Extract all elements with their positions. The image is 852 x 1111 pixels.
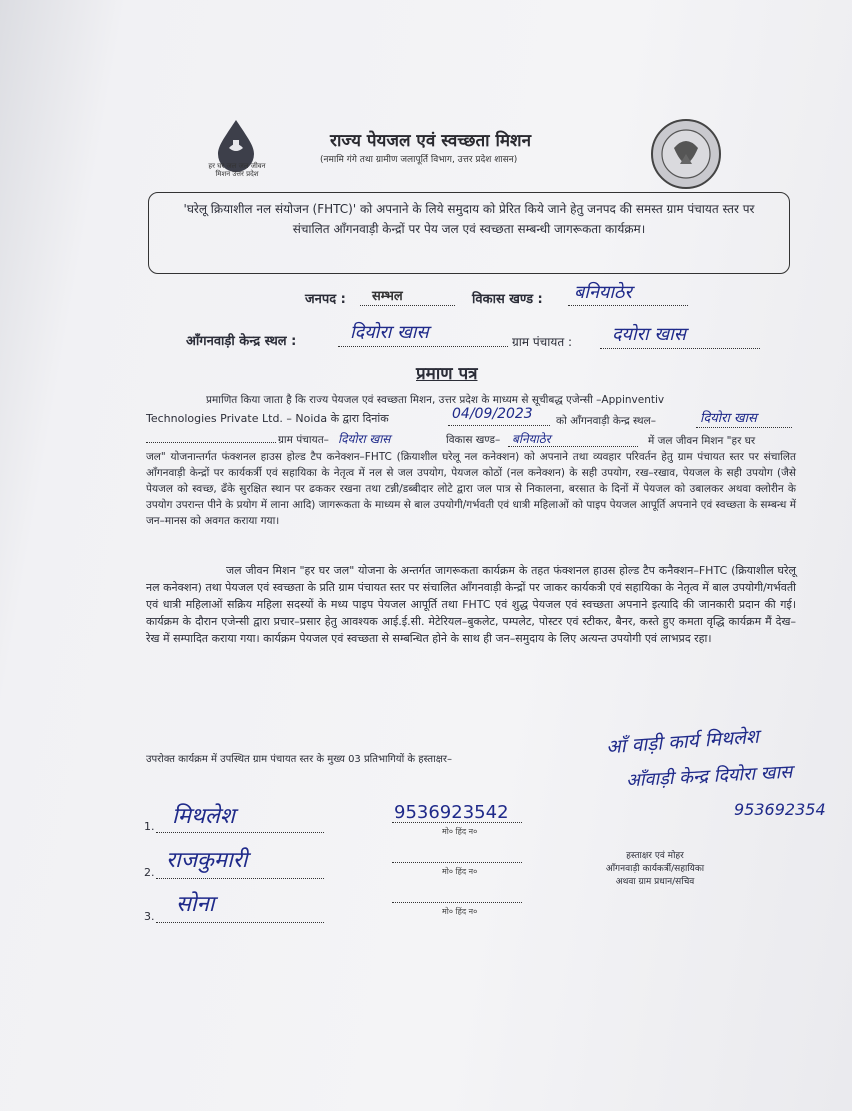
logo-caption: हर घर जल जल जीवन मिशन उत्तर प्रदेश <box>208 162 266 178</box>
anganwadi-label: आँगनवाड़ी केन्द्र स्थल : <box>186 334 297 349</box>
signature-row-number: 3. <box>144 910 155 923</box>
signature-row-number: 1. <box>144 820 155 833</box>
up-government-seal-icon <box>650 118 722 190</box>
mobile-line <box>392 902 522 903</box>
para1-line-c: को आँगनवाड़ी केन्द्र स्थल– <box>556 415 656 427</box>
gp-inline-value: दियोरा खास <box>338 432 391 446</box>
para1-line-a: प्रमाणित किया जाता है कि राज्य पेयजल एवं स्वच्छता मिशन, उत्तर प्रदेश के माध्यम से सूचीबद्ध एजेन्सी –Appinventiv <box>206 394 665 406</box>
signature-name: मिथलेश <box>172 804 235 829</box>
gp-prefix-line <box>146 442 276 443</box>
program-box-text: 'घरेलू क्रियाशील नल संयोजन (FHTC)' को अपनाने के लिये समुदाय को प्रेरित किये जाने हेतु जनपद की समस्त ग्राम पंचायत स्तर पर संचालित आँगनवाड़ी केन्द्रों पर पेय जल एवं स्वच्छता सम्बन्धी जागरूकता कार्यक्रम। <box>183 202 755 236</box>
official-sign-line2: आँवाड़ी केन्द्र दियोरा खास <box>625 761 793 792</box>
signature-line <box>156 832 324 833</box>
district-label: जनपद : <box>305 292 346 307</box>
signature-row-number: 2. <box>144 866 155 879</box>
para1-line-d-rest: में जल जीवन मिशन "हर घर <box>648 435 756 447</box>
date-line <box>448 425 550 426</box>
signature-line <box>156 922 324 923</box>
para1-block-label: विकास खण्ड– <box>446 434 501 446</box>
stamp-caption-line: अथवा ग्राम प्रधान/सचिव <box>615 877 695 887</box>
mobile-caption: मो० हिंद न० <box>442 907 478 916</box>
para1-line-b: Technologies Private Ltd. – Noida के द्वारा दिनांक <box>146 412 389 425</box>
gram-panchayat-value: दयोरा खास <box>612 324 686 345</box>
block-value: बनियाठेर <box>574 282 632 303</box>
official-sign-line1: आँ वाड़ी कार्य मिथलेश <box>605 725 760 759</box>
mobile-line <box>392 862 522 863</box>
gram-panchayat-label: ग्राम पंचायत : <box>512 335 573 349</box>
mobile-line <box>392 822 522 823</box>
stamp-caption <box>580 850 730 889</box>
para1-gp-label: ग्राम पंचायत– <box>278 434 329 446</box>
signature-line <box>156 878 324 879</box>
mobile-caption: मो० हिंद न० <box>442 827 478 836</box>
district-value: सम्भल <box>372 289 403 304</box>
block-inline-value: बनियाठेर <box>512 432 551 446</box>
stamp-caption-line: हस्ताक्षर एवं मोहर <box>626 851 684 861</box>
para1-body: जल" योजनान्तर्गत फंक्शनल हाउस होल्ड टैप कनेक्शन–FHTC (क्रियाशील घरेलू नल कनेक्शन) को अपनाने तथा व्यवहार परिवर्तन हेतु ग्राम पंचायत स्तर पर संचालित आँगनवाड़ी केन्द्रों पर कार्यकर्त्री एवं सहायिका के नेतृत्व में नल से जल उपयोग, पेयजल कोठों (नल कनेक्शन) के सही उपयोग, रख–रखाव, पेयजल के सही उपयोग (जैसे पेयजल को स्वच्छ, ढँके सुरक्षित स्थान पर ढककर रखना तथा टन्नी/डब्बीदार लोटे द्वारा जल पात्र से निकालना, बरसात के दिनों में पेयजल को उबालकर अथवा क्लोरीन के उपयोग उपरान्त पीने के प्रयोग में लाना आदि) जागरूकता के माध्यम से बाल उपयोगी/गर्भवती एवं धात्री महिलाओं को पाइप पेयजल आपूर्ति अपनाने एवं स्वच्छता के सम्बन्ध में जन–मानस को अवगत कराया गया। <box>146 451 796 527</box>
stamp-caption-line: आँगनवाड़ी कार्यकर्त्री/सहायिका <box>605 864 705 874</box>
block-inline-line <box>508 446 638 447</box>
para2-body: जल जीवन मिशन "हर घर जल" योजना के अन्तर्गत जागरूकता कार्यक्रम के तहत फंक्शनल हाउस होल्ड टैप कनैक्शन–FHTC (क्रियाशील घरेलू नल कनेक्शन) तथा पेयजल एवं स्वच्छता के प्रति ग्राम पंचायत स्तर पर संचालित आँगनवाड़ी केन्द्रों पर जाकर कार्यकत्री एवं सहायिका के नेतृत्व में बाल उपयोगी/गर्भवती एवं धात्री महिलाओं सक्रिय महिला सदस्यों के मध्य पाइप पेयजल आपूर्ति तथा FHTC एवं शुद्ध पेयजल एवं स्वच्छता अपनाने इत्यादि की जानकारी प्रदान की गई। कार्यक्रम के दौरान एजेन्सी द्वारा प्रचार–प्रसार हेतु आवश्यक आई.ई.सी. मेटेरियल–बुकलेट, पम्पलेट, पोस्टर एवं स्टीकर, बैनर, कस्ते हुए कमता वृद्धि कार्यक्रम मैं देख–रेख में सम्पादित कराया गया। कार्यक्रम पेयजल एवं स्वच्छता से सम्बन्धित होने के साथ ही जन–समुदाय के लिए अत्यन्त उपयोगी एवं लाभप्रद रहा। <box>146 564 796 645</box>
signature-name: सोना <box>176 892 215 917</box>
block-label: विकास खण्ड : <box>472 292 543 307</box>
anganwadi-inline-value: दियोरा खास <box>700 411 757 426</box>
mission-subtitle: (नमामि गंगे तथा ग्रामीण जलापूर्ति विभाग, उत्तर प्रदेश शासन) <box>320 155 518 165</box>
anganwadi-inline-line <box>696 427 792 428</box>
signature-mobile: 9536923542 <box>394 802 509 823</box>
mission-title: राज्य पेयजल एवं स्वच्छता मिशन <box>330 131 532 151</box>
anganwadi-line <box>338 346 508 347</box>
signature-name: राजकुमारी <box>166 848 248 873</box>
block-line <box>568 305 688 306</box>
mobile-caption: मो० हिंद न० <box>442 867 478 876</box>
anganwadi-value: दियोरा खास <box>350 322 429 343</box>
date-value: 04/09/2023 <box>452 406 533 422</box>
official-sign-line3: 953692354 <box>734 800 826 819</box>
gram-panchayat-line <box>600 348 760 349</box>
district-line <box>360 305 455 306</box>
certificate-title: प्रमाण पत्र <box>416 364 478 384</box>
signatures-intro: उपरोक्त कार्यक्रम में उपस्थित ग्राम पंचायत स्तर के मुख्य 03 प्रतिभागियों के हस्ताक्षर– <box>146 754 452 765</box>
